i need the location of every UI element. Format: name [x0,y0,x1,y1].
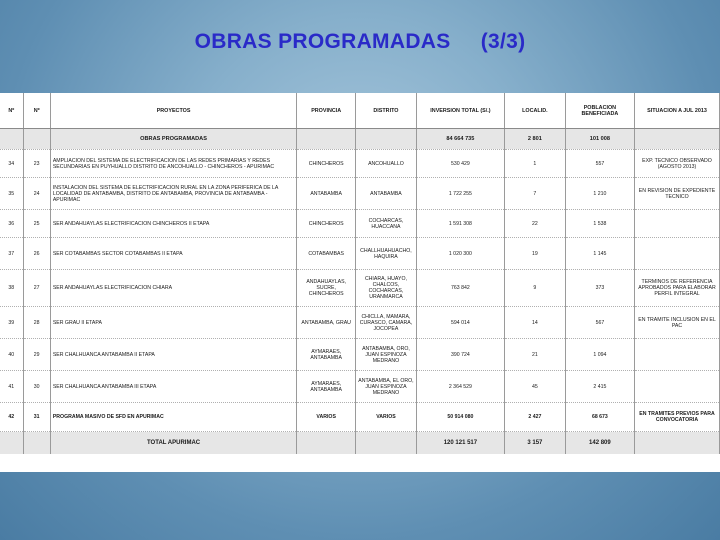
program-inversion: 84 664 735 [416,129,504,150]
cell-n2: 27 [23,270,50,307]
cell-localid: 2 427 [504,403,565,432]
header-n2: Nº [23,93,50,129]
cell-poblacion: 567 [565,307,634,339]
total-localid: 3 157 [504,432,565,455]
program-label: OBRAS PROGRAMADAS [50,129,296,150]
cell-distrito: COCHARCAS, HUACCANA [356,210,417,238]
total-label: TOTAL APURIMAC [50,432,296,455]
cell-poblacion: 2 415 [565,371,634,403]
cell-poblacion: 373 [565,270,634,307]
cell-provincia: ANTABAMBA [297,178,356,210]
table-row [0,371,720,403]
total-poblacion: 142 809 [565,432,634,455]
cell-situacion: TERMINOS DE REFERENCIA APROBADOS PARA ELABORAR PERFIL INTEGRAL [635,270,720,307]
cell-distrito: ANTABAMBA [356,178,417,210]
cell-distrito: ANCOHUALLO [356,150,417,178]
slide-title [0,30,720,54]
cell-localid: 1 [504,150,565,178]
header-inversion: INVERSION TOTAL (S/.) [416,93,504,129]
total-inversion: 120 121 517 [416,432,504,455]
header-localid: LOCALID. [504,93,565,129]
cell-inversion: 530 429 [416,150,504,178]
cell-provincia: ANDAHUAYLAS, SUCRE, CHINCHEROS [297,270,356,307]
cell-distrito: ANTABAMBA, EL ORO, JUAN ESPINOZA MEDRANO [356,371,417,403]
cell-provincia: AYMARAES, ANTABAMBA [297,371,356,403]
cell-n2: 30 [23,371,50,403]
empty-cell [297,129,356,150]
cell-n1: 36 [0,210,23,238]
obras-table [0,93,720,454]
header-n1: Nº [0,93,23,129]
cell-proyecto: SER GRAU II ETAPA [50,307,296,339]
cell-localid: 19 [504,238,565,270]
header-proyectos: PROYECTOS [50,93,296,129]
cell-distrito: CHALLHUAHUACHO, HAQUIRA [356,238,417,270]
cell-situacion: EXP. TECNICO OBSERVADO (AGOSTO 2013) [635,150,720,178]
empty-cell [23,129,50,150]
empty-cell [0,432,23,455]
table-row [0,403,720,432]
cell-n2: 28 [23,307,50,339]
cell-inversion: 594 014 [416,307,504,339]
cell-provincia: CHINCHEROS [297,150,356,178]
cell-n1: 42 [0,403,23,432]
cell-n2: 25 [23,210,50,238]
empty-cell [23,432,50,455]
cell-n1: 37 [0,238,23,270]
cell-proyecto: PROGRAMA MASIVO DE SFD EN APURIMAC [50,403,296,432]
cell-poblacion: 1 538 [565,210,634,238]
program-localid: 2 801 [504,129,565,150]
table-row [0,150,720,178]
cell-n1: 38 [0,270,23,307]
cell-n1: 34 [0,150,23,178]
cell-inversion: 1 722 255 [416,178,504,210]
empty-cell [356,129,417,150]
cell-situacion: EN TRAMITE INCLUSION EN EL PAC [635,307,720,339]
header-situacion: SITUACION A JUL 2013 [635,93,720,129]
table-row [0,210,720,238]
cell-proyecto: INSTALACION DEL SISTEMA DE ELECTRIFICACION RURAL EN LA ZONA PERIFERICA DE LA LOCALIDAD DE ANTABAMBA, DISTRITO DE ANTABAMBA, PROVINCIA DE ANTABAMBA - APURIMAC [50,178,296,210]
program-poblacion: 101 008 [565,129,634,150]
cell-poblacion: 557 [565,150,634,178]
table-row [0,178,720,210]
cell-provincia: VARIOS [297,403,356,432]
cell-localid: 7 [504,178,565,210]
cell-localid: 21 [504,339,565,371]
cell-situacion [635,210,720,238]
cell-n1: 35 [0,178,23,210]
cell-inversion: 1 591 308 [416,210,504,238]
cell-distrito: ANTABAMBA, ORO, JUAN ESPINOZA MEDRANO [356,339,417,371]
table-row [0,270,720,307]
cell-proyecto: SER ANDAHUAYLAS ELECTRIFICACION CHINCHEROS II ETAPA [50,210,296,238]
header-distrito: DISTRITO [356,93,417,129]
header-provincia: PROVINCIA [297,93,356,129]
cell-n2: 31 [23,403,50,432]
spreadsheet-table [0,93,720,472]
cell-proyecto: SER ANDAHUAYLAS ELECTRIFICACION CHIARA [50,270,296,307]
cell-n1: 40 [0,339,23,371]
cell-distrito: VARIOS [356,403,417,432]
cell-poblacion: 1 094 [565,339,634,371]
empty-cell [635,432,720,455]
cell-situacion: EN REVISION DE EXPEDIENTE TECNICO [635,178,720,210]
grand-total-row [0,432,720,455]
program-total-row [0,129,720,150]
cell-provincia: AYMARAES, ANTABAMBA [297,339,356,371]
cell-situacion [635,339,720,371]
cell-inversion: 390 724 [416,339,504,371]
cell-poblacion: 68 673 [565,403,634,432]
cell-n2: 23 [23,150,50,178]
cell-n2: 26 [23,238,50,270]
cell-situacion [635,238,720,270]
table-row [0,307,720,339]
cell-n1: 41 [0,371,23,403]
cell-proyecto: SER CHALHUANCA ANTABAMBA III ETAPA [50,371,296,403]
cell-provincia: COTABAMBAS [297,238,356,270]
cell-distrito: CHIARA, HUAYO, CHALCOS, COCHARCAS, URANMARCA [356,270,417,307]
empty-cell [635,129,720,150]
title-text: OBRAS PROGRAMADAS [194,30,451,53]
empty-cell [356,432,417,455]
table-row [0,238,720,270]
cell-situacion: EN TRAMITES PREVIOS PARA CONVOCATORIA [635,403,720,432]
cell-poblacion: 1 210 [565,178,634,210]
cell-distrito: CHICLLA, MAMARA, CURASCO, CAMARA, JOCOPEA [356,307,417,339]
empty-cell [0,129,23,150]
cell-inversion: 763 842 [416,270,504,307]
header-poblacion: POBLACION BENEFICIADA [565,93,634,129]
cell-proyecto: SER CHALHUANCA ANTABAMBA II ETAPA [50,339,296,371]
cell-provincia: ANTABAMBA, GRAU [297,307,356,339]
cell-localid: 9 [504,270,565,307]
cell-localid: 14 [504,307,565,339]
cell-situacion [635,371,720,403]
cell-n1: 39 [0,307,23,339]
cell-proyecto: AMPLIACION DEL SISTEMA DE ELECTRIFICACION DE LAS REDES PRIMARIAS Y REDES SECUNDARIAS EN PUYHUALLO DISTRITO DE ANCOHUALLO - CHINCHEROS - APURIMAC [50,150,296,178]
cell-localid: 45 [504,371,565,403]
cell-inversion: 1 020 300 [416,238,504,270]
cell-inversion: 50 914 080 [416,403,504,432]
empty-cell [297,432,356,455]
cell-inversion: 2 364 529 [416,371,504,403]
cell-n2: 24 [23,178,50,210]
header-row [0,93,720,129]
cell-proyecto: SER COTABAMBAS SECTOR COTABAMBAS II ETAPA [50,238,296,270]
cell-poblacion: 1 145 [565,238,634,270]
cell-localid: 22 [504,210,565,238]
title-part: (3/3) [480,30,526,53]
cell-n2: 29 [23,339,50,371]
table-row [0,339,720,371]
cell-provincia: CHINCHEROS [297,210,356,238]
